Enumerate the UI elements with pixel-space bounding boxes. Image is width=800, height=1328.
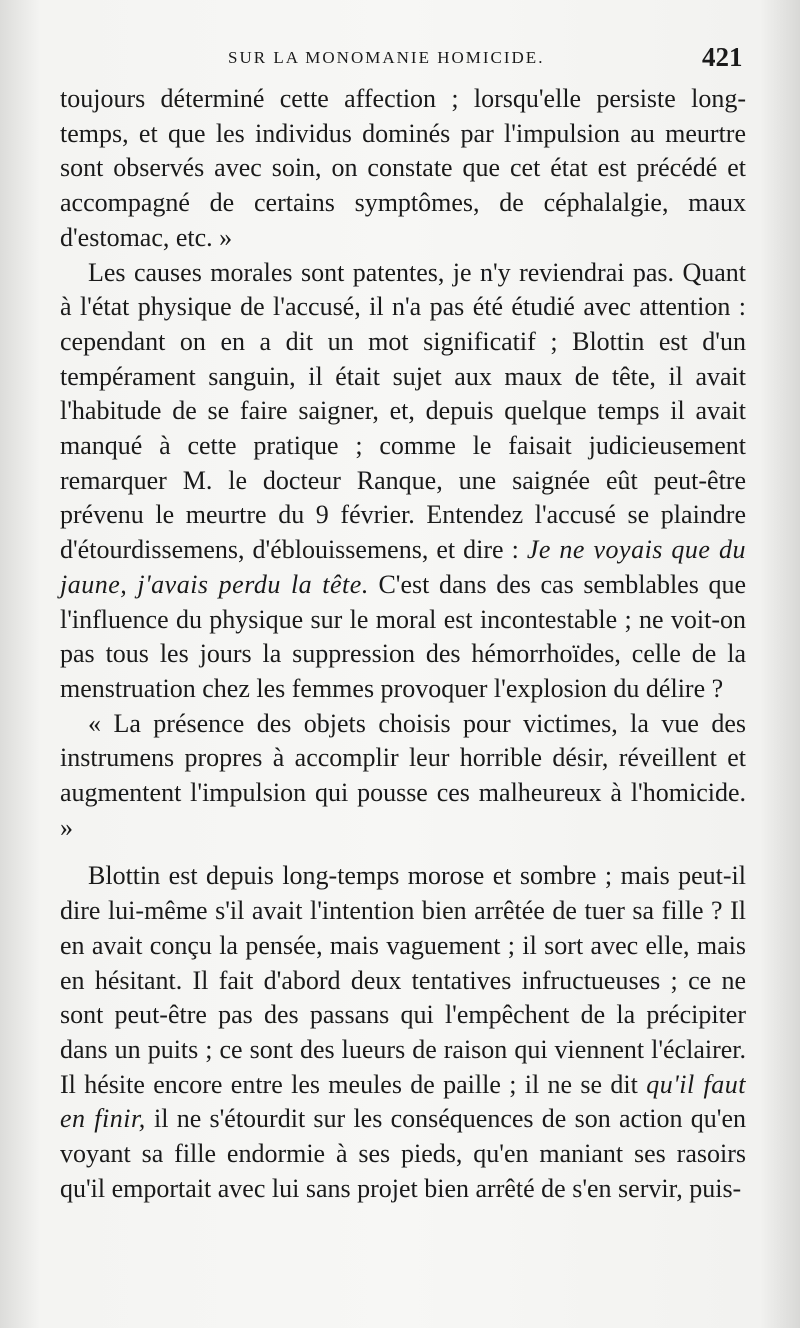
italic-quote: Je ne voyais que du jaune, j'avais perdu la tête. — [60, 535, 746, 599]
text-run: C'est dans des cas semblables que l'influence du physique sur le moral est incontestable ; ne voit-on pas tous les jours la suppression des hémorrhoïdes, celle de la menstruation chez les femmes provoquer l'explosion du délire ? — [60, 569, 746, 703]
text-run: Blottin est depuis long-temps morose et sombre ; mais peut-il dire lui-même s'il avait l'intention bien arrêtée de tuer sa fille ? Il en avait conçu la pensée, mais vaguement ; il sort avec elle, mais en hésitant. Il fait d'abord deux tentatives infructueuses ; ce ne sont peut-être pas des passans qui l'empêchent de la précipiter dans un puits ; ce sont des lueurs de raison qui viennent l'éclairer. Il hésite encore entre les meules de paille ; il ne se dit — [60, 861, 746, 1099]
paragraph — [60, 859, 746, 1206]
paragraph — [60, 707, 746, 846]
paragraph — [60, 82, 746, 256]
text-run: il ne s'étourdit sur les conséquences de son action qu'en voyant sa fille endormie à ses pieds, qu'en maniant ses rasoirs qu'il emportait avec lui sans projet bien arrêté de s'en servir, puis- — [60, 1104, 746, 1203]
page-header — [0, 42, 800, 76]
italic-quote: qu'il faut en finir, — [60, 1069, 746, 1134]
paragraph — [60, 256, 746, 707]
text-run: Les causes morales sont patentes, je n'y reviendrai pas. Quant à l'état physique de l'accusé, il n'a pas été étudié avec attention : cependant on en a dit un mot significatif ; Blottin est d'un tempérament sanguin, il était sujet aux maux de tête, il avait l'habitude de se faire saigner, et, depuis quelque temps il avait manqué à cette pratique ; comme le faisait judicieusement remarquer M. le docteur Ranque, une saignée eût peut-être prévenu le meurtre du 9 février. Entendez l'accusé se plaindre d'étourdissemens, d'éblouissemens, et dire : — [60, 257, 746, 565]
body-text — [60, 82, 746, 1207]
text-run: toujours déterminé cette affection ; lorsqu'elle persiste long-temps, et que les individus dominés par l'impulsion au meurtre sont observés avec soin, on constate que cet état est précédé et accompagné de certains symptômes, de céphalalgie, maux d'estomac, etc. » — [60, 84, 746, 252]
text-run: « La présence des objets choisis pour victimes, la vue des instrumens propres à accomplir leur horrible désir, réveillent et augmentent l'impulsion qui pousse ces malheureux à l'homicide. » — [60, 708, 746, 842]
running-head: SUR LA MONOMANIE HOMICIDE. — [228, 48, 545, 67]
page-number: 421 — [702, 42, 743, 72]
